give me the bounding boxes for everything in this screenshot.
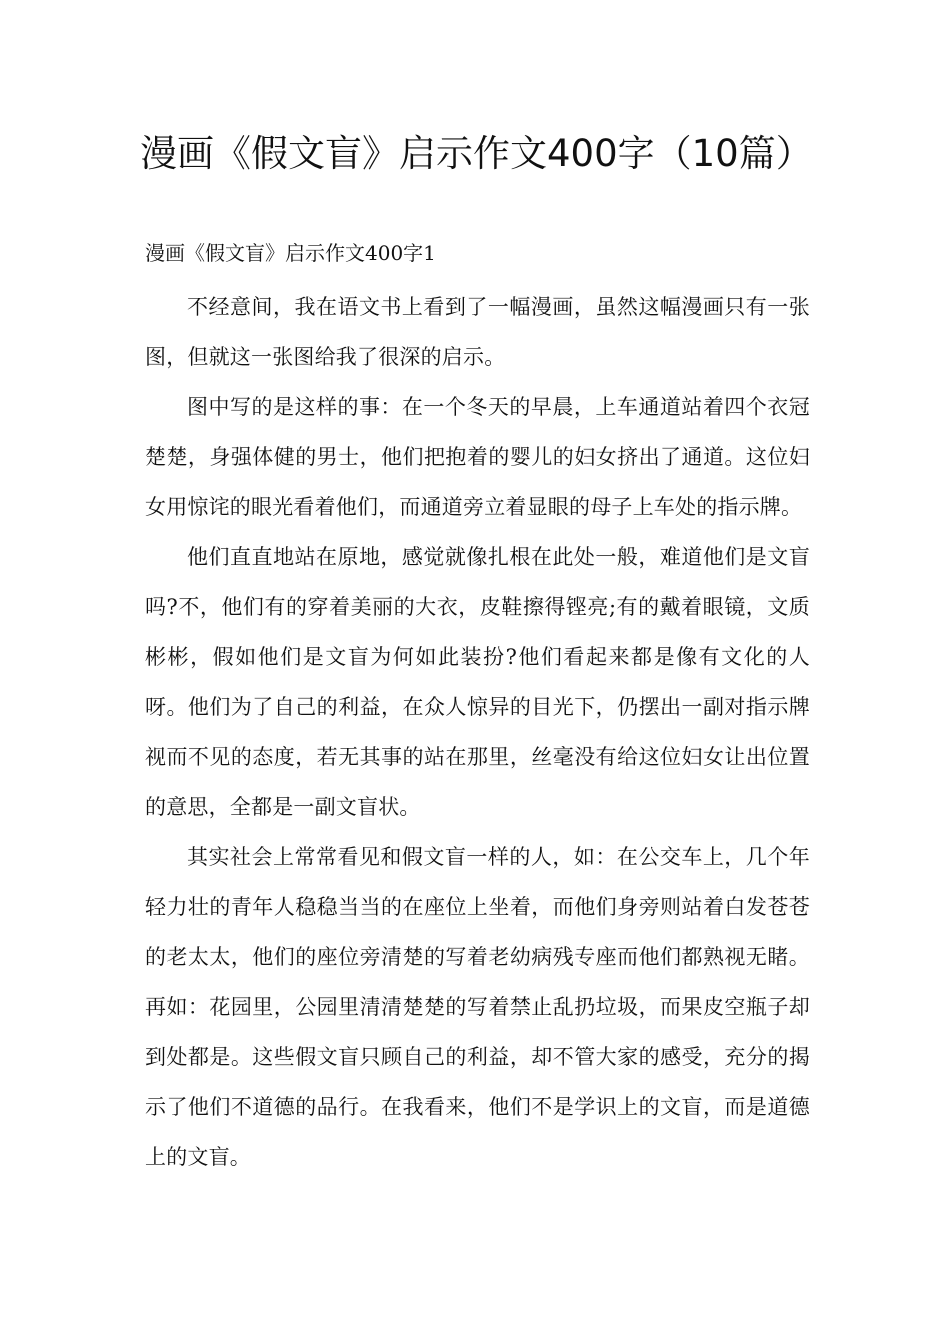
paragraph-2: 图中写的是这样的事：在一个冬天的早晨，上车通道站着四个衣冠楚楚，身强体健的男士，他们把抱着的婴儿的妇女挤出了通道。这位妇女用惊诧的眼光看着他们，而通道旁立着显眼的母子上车处的指示牌。 [145,395,810,519]
paragraph-4: 其实社会上常常看见和假文盲一样的人，如：在公交车上，几个年轻力壮的青年人稳稳当当的在座位上坐着，而他们身旁则站着白发苍苍的老太太，他们的座位旁清楚的写着老幼病残专座而他们都熟视无睹。再如：花园里，公园里清清楚楚的写着禁止乱扔垃圾，而果皮空瓶子却到处都是。这些假文盲只顾自己的利益，却不管大家的感受，充分的揭示了他们不道德的品行。在我看来，他们不是学识上的文盲，而是道德上的文盲。 [145,845,810,1169]
document-body [145,282,810,1182]
paragraph-3: 他们直直地站在原地，感觉就像扎根在此处一般，难道他们是文盲吗?不，他们有的穿着美丽的大衣，皮鞋擦得铿亮;有的戴着眼镜，文质彬彬，假如他们是文盲为何如此装扮?他们看起来都是像有文化的人呀。他们为了自己的利益，在众人惊异的目光下，仍摆出一副对指示牌视而不见的态度，若无其事的站在那里，丝毫没有给这位妇女让出位置的意思，全都是一副文盲状。 [145,545,810,819]
paragraph-1: 不经意间，我在语文书上看到了一幅漫画，虽然这幅漫画只有一张图，但就这一张图给我了很深的启示。 [145,295,810,369]
document-title: 漫画《假文盲》启示作文400字（10篇） [140,132,813,175]
section-heading: 漫画《假文盲》启示作文400字1 [145,241,436,265]
